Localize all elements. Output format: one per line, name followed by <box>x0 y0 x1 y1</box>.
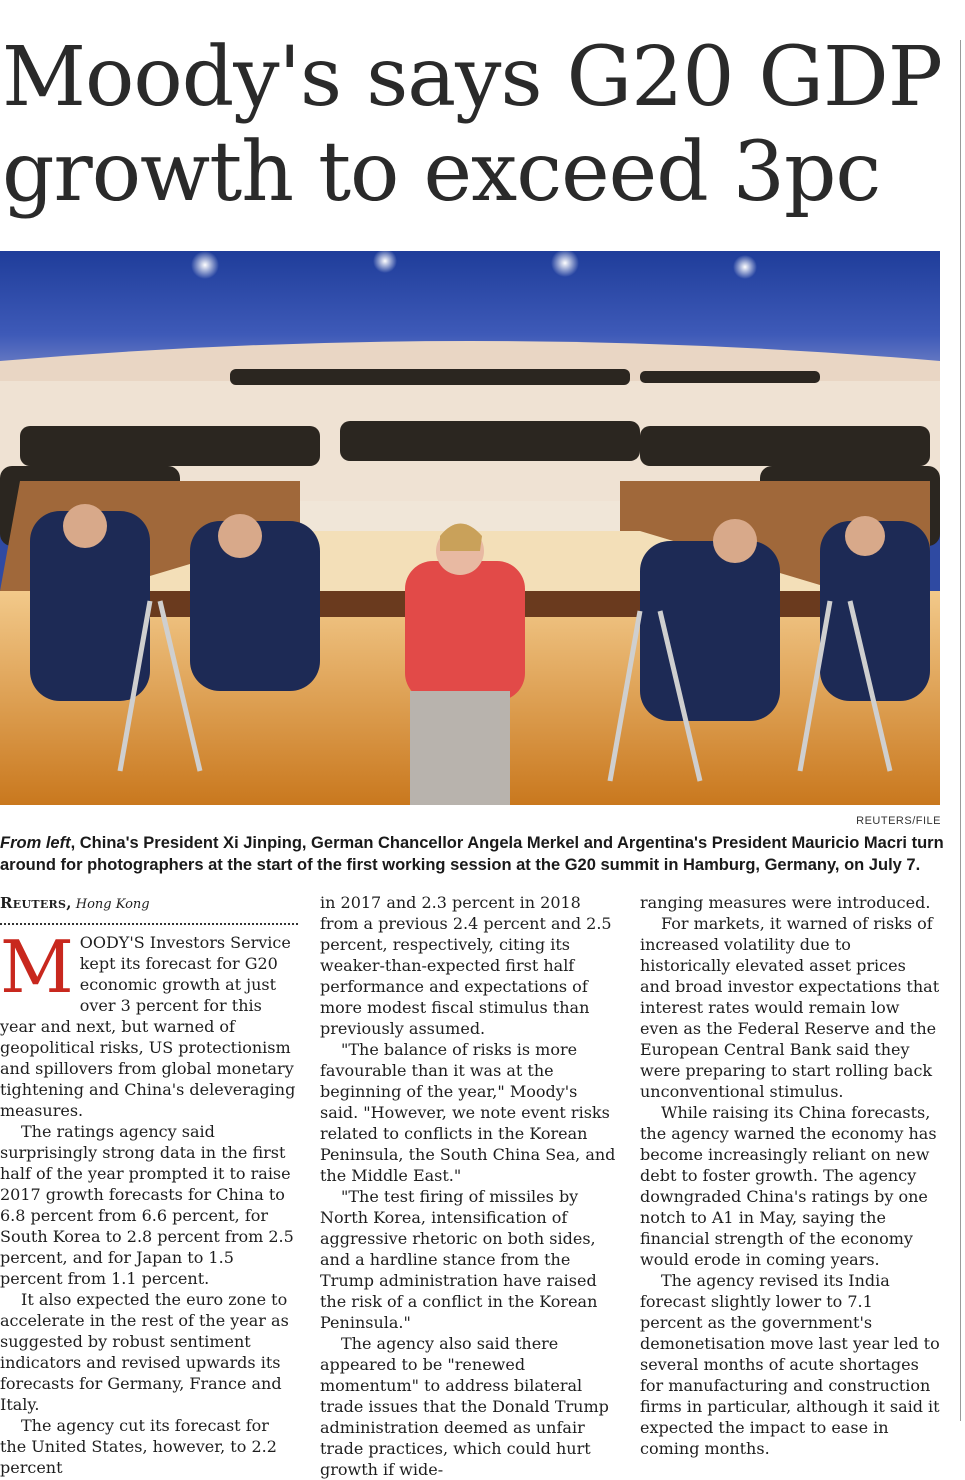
headline <box>2 30 957 220</box>
news-photo <box>0 251 940 805</box>
byline-place: Hong Kong <box>75 897 150 912</box>
article-paragraph: The agency also said there appeared to be "renewed momentum" to address bilateral trade issues that the Donald Trump administration deemed as unfair trade practices, which could hurt growth if wide- <box>320 1334 609 1479</box>
byline <box>0 894 150 912</box>
article-paragraph-continued: in 2017 and 2.3 percent in 2018 from a previous 2.4 percent and 2.5 percent, respectively, citing its weaker-than-expected first half performance and expectations of more modest fiscal stimulus than previously assumed. <box>320 893 612 1038</box>
article-paragraph: The agency revised its India forecast slightly lower to 7.1 percent as the government's demonetisation move last year led to several months of acute shortages for manufacturing and construction firms in particular, although it said it expected the impact to ease in coming months. <box>640 1271 940 1458</box>
column-rule <box>960 40 961 1421</box>
paragraph-text: OODY'S Investors Service kept its forecast for G20 economic growth at just over 3 percent for this year and next, but warned of geopolitical risks, US protectionism and spillovers from global monetary tightening and China's deleveraging measures. <box>0 933 296 1120</box>
article-paragraph: While raising its China forecasts, the agency warned the economy has become increasingly reliant on new debt to foster growth. The agency downgraded China's ratings by one notch to A1 in May, saying the financial strength of the economy would erode in coming years. <box>640 1103 937 1269</box>
article-paragraph: For markets, it warned of risks of increased volatility due to historically elevated asset prices and broad investor expectations that interest rates would remain low even as the Federal Reserve and the European Central Bank said they were preparing to start rolling back unconventional stimulus. <box>640 914 940 1101</box>
caption-lead: From left <box>0 834 71 852</box>
article-paragraph <box>0 925 300 1121</box>
headline-line-2: growth to exceed 3pc <box>2 125 881 220</box>
article-column-2 <box>320 892 620 1480</box>
photo-credit: REUTERS/FILE <box>856 815 941 827</box>
drop-cap: M <box>0 925 74 1009</box>
headline-line-1: Moody's says G20 GDP <box>2 30 942 125</box>
g20-summit-photo <box>0 251 940 805</box>
article-paragraph: "The test firing of missiles by North Korea, intensification of aggressive rhetoric on both sides, and a hardline stance from the Trump administration have raised the risk of a conflict in the Korean Peninsula." <box>320 1187 598 1332</box>
article-paragraph: It also expected the euro zone to accelerate in the rest of the year as suggested by robust sentiment indicators and revised upwards its forecasts for Germany, France and Italy. <box>0 1290 289 1414</box>
caption-text: , China's President Xi Jinping, German Chancellor Angela Merkel and Argentina's President Mauricio Macri turn around for photographers at the start of the first working session at the G20 summit in Hamburg, Germany, on July 7. <box>0 834 944 874</box>
article-paragraph: The agency cut its forecast for the United States, however, to 2.2 percent <box>0 1416 277 1477</box>
article-paragraph-continued: ranging measures were introduced. <box>640 893 931 912</box>
byline-agency: Reuters, <box>0 894 72 912</box>
article-paragraph: "The balance of risks is more favourable than it was at the beginning of the year," Moody's said. "However, we note event risks related to conflicts in the Korean Peninsula, the South China Sea, and the Middle East." <box>320 1040 616 1185</box>
photo-caption <box>0 832 945 876</box>
article-column-3 <box>640 892 940 1459</box>
article-column-1 <box>0 925 300 1478</box>
article-paragraph: The ratings agency said surprisingly strong data in the first half of the year prompted it to raise 2017 growth forecasts for China to 6.8 percent from 6.6 percent, for South Korea to 2.8 percent from 2.5 percent, and for Japan to 1.5 percent from 1.1 percent. <box>0 1122 294 1288</box>
